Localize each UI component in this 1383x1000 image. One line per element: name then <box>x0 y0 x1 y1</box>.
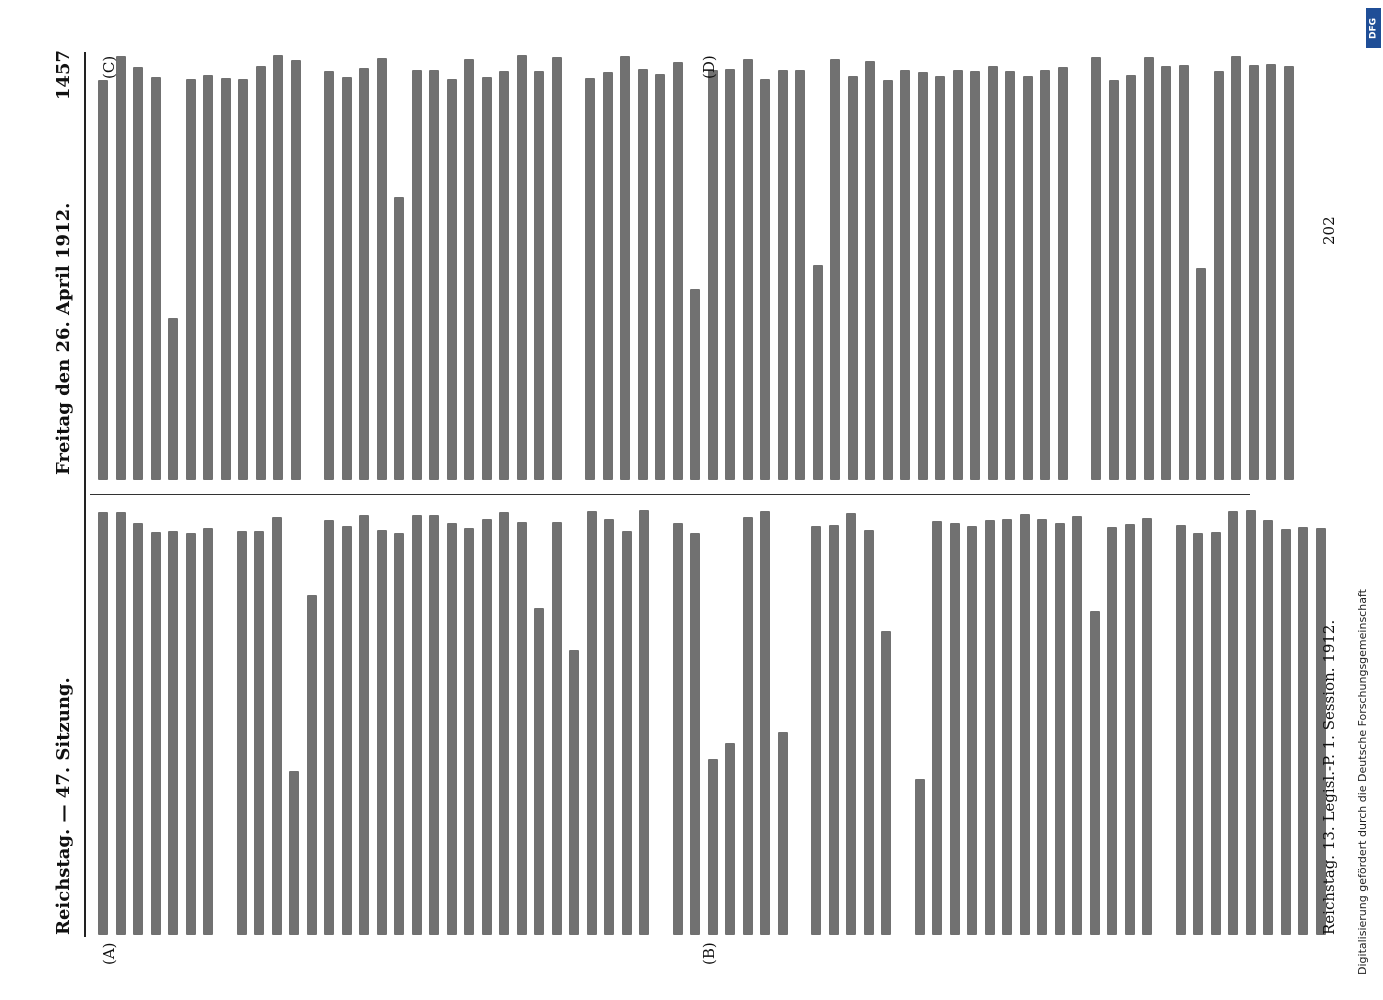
text-line <box>900 70 910 480</box>
credit-line: Digitalisierung gefördert durch die Deutsche Forschungsgemeinschaft <box>1356 589 1369 975</box>
text-line <box>168 318 178 480</box>
text-line <box>953 70 963 480</box>
rotated-page <box>50 45 1350 965</box>
text-line <box>447 79 457 480</box>
text-line <box>1246 510 1256 935</box>
text-line <box>760 511 770 935</box>
margin-mark-b: (B) <box>700 942 718 965</box>
paragraph-gap <box>569 55 585 480</box>
text-line <box>795 70 805 480</box>
text-line <box>133 67 143 480</box>
text-line <box>534 71 544 480</box>
dfg-logo: DFG <box>1366 8 1381 48</box>
text-line <box>1193 533 1203 935</box>
text-line <box>464 528 474 935</box>
text-line <box>638 69 648 480</box>
text-line <box>98 80 108 480</box>
text-line <box>1040 70 1050 480</box>
text-line <box>743 517 753 935</box>
text-line <box>307 596 317 936</box>
text-line <box>1037 519 1047 935</box>
text-line <box>256 66 266 480</box>
text-line <box>517 55 527 480</box>
text-line <box>273 55 283 480</box>
text-line <box>394 197 404 480</box>
text-line <box>1091 57 1101 480</box>
text-line <box>254 531 264 935</box>
text-line <box>377 58 387 480</box>
text-line <box>1231 56 1241 480</box>
text-line <box>499 512 509 935</box>
text-line <box>359 515 369 935</box>
text-line <box>655 74 665 480</box>
text-line <box>272 517 282 935</box>
text-line <box>1107 527 1117 935</box>
text-line <box>915 779 925 935</box>
header-rule <box>84 52 86 937</box>
text-line <box>1144 57 1154 480</box>
text-line <box>552 57 562 480</box>
text-line <box>639 510 649 935</box>
text-line <box>1249 65 1259 480</box>
text-line <box>221 78 231 480</box>
text-line <box>604 519 614 935</box>
text-line <box>725 743 735 935</box>
text-line <box>1002 520 1012 936</box>
text-line <box>569 650 579 935</box>
running-head-right: Freitag den 26. April 1912. <box>53 202 74 475</box>
text-line <box>1055 523 1065 935</box>
text-line <box>499 71 509 480</box>
text-line <box>883 80 893 480</box>
text-line <box>620 56 630 480</box>
text-line <box>1142 518 1152 935</box>
text-line <box>1125 524 1135 935</box>
text-line <box>778 732 788 935</box>
text-line <box>1005 71 1015 480</box>
text-line <box>1284 66 1294 480</box>
text-line <box>622 531 632 935</box>
text-line <box>1126 75 1136 480</box>
text-line <box>116 512 126 935</box>
text-line <box>203 75 213 480</box>
text-line <box>811 526 821 935</box>
footer-source: Reichstag. 13. Legisl.-P. 1. Session. 1912. <box>1320 619 1338 935</box>
text-line <box>289 771 299 935</box>
text-line <box>324 520 334 935</box>
text-line <box>1214 71 1224 480</box>
column-rule <box>90 494 1250 495</box>
text-line <box>881 631 891 935</box>
text-line <box>603 72 613 480</box>
text-line <box>846 513 856 935</box>
text-line <box>168 531 178 935</box>
paragraph-gap <box>308 55 324 480</box>
text-line <box>186 533 196 935</box>
text-line <box>778 70 788 480</box>
text-line <box>760 79 770 480</box>
footer-folio: 202 <box>1320 216 1338 245</box>
text-line <box>359 68 369 480</box>
text-line <box>848 76 858 480</box>
text-line <box>534 608 544 935</box>
running-head-left: Reichstag. — 47. Sitzung. <box>53 677 74 935</box>
text-line <box>1109 80 1119 480</box>
text-line <box>918 72 928 480</box>
text-line <box>517 522 527 935</box>
text-line <box>864 530 874 935</box>
text-column-right <box>98 55 1238 480</box>
text-line <box>552 522 562 935</box>
text-line <box>1161 66 1171 480</box>
paragraph-gap <box>899 510 915 935</box>
text-line <box>1058 67 1068 480</box>
page-number: 1457 <box>53 50 74 101</box>
text-line <box>1090 611 1100 935</box>
text-line <box>587 511 597 935</box>
margin-mark-a: (A) <box>100 942 118 965</box>
text-line <box>1020 514 1030 935</box>
text-line <box>585 78 595 480</box>
text-line <box>151 532 161 935</box>
text-line <box>1072 516 1082 935</box>
text-line <box>932 521 942 935</box>
text-line <box>1176 525 1186 935</box>
text-line <box>324 71 334 480</box>
text-line <box>1281 529 1291 935</box>
text-line <box>985 520 995 935</box>
text-line <box>967 526 977 935</box>
text-line <box>116 56 126 480</box>
text-line <box>1179 65 1189 480</box>
text-line <box>970 71 980 480</box>
text-line <box>291 61 301 481</box>
paragraph-gap <box>1075 55 1091 480</box>
text-line <box>690 533 700 935</box>
text-line <box>708 759 718 935</box>
text-line <box>203 528 213 935</box>
text-line <box>813 265 823 480</box>
text-line <box>238 79 248 480</box>
text-line <box>690 289 700 480</box>
text-line <box>394 533 404 935</box>
text-line <box>342 77 352 480</box>
text-line <box>447 523 457 935</box>
text-line <box>133 523 143 935</box>
paragraph-gap <box>657 510 673 935</box>
margin-mark-d: (D) <box>700 55 718 79</box>
text-line <box>1196 268 1206 480</box>
text-line <box>865 61 875 480</box>
text-line <box>1263 520 1273 935</box>
text-line <box>830 59 840 480</box>
text-line <box>377 530 387 935</box>
text-line <box>673 62 683 480</box>
text-line <box>342 526 352 935</box>
text-line <box>1298 527 1308 935</box>
text-line <box>1266 64 1276 480</box>
text-line <box>950 523 960 935</box>
text-line <box>412 515 422 935</box>
text-line <box>743 59 753 480</box>
text-line <box>464 59 474 480</box>
text-line <box>186 79 196 480</box>
paragraph-gap <box>795 510 811 935</box>
text-line <box>237 531 247 935</box>
text-column-left <box>98 510 1238 935</box>
text-line <box>429 70 439 480</box>
text-line <box>151 77 161 480</box>
text-line <box>673 523 683 935</box>
margin-mark-c: (C) <box>100 55 118 79</box>
text-line <box>1228 511 1238 935</box>
text-line <box>482 519 492 935</box>
text-line <box>708 70 718 480</box>
text-line <box>412 70 422 480</box>
text-line <box>98 512 108 935</box>
paragraph-gap <box>1160 510 1176 935</box>
text-line <box>1211 532 1221 935</box>
text-line <box>482 77 492 480</box>
text-line <box>935 76 945 480</box>
paragraph-gap <box>221 510 237 935</box>
text-line <box>1023 76 1033 480</box>
text-line <box>429 515 439 935</box>
text-line <box>725 69 735 480</box>
text-line <box>829 525 839 935</box>
text-line <box>988 66 998 480</box>
